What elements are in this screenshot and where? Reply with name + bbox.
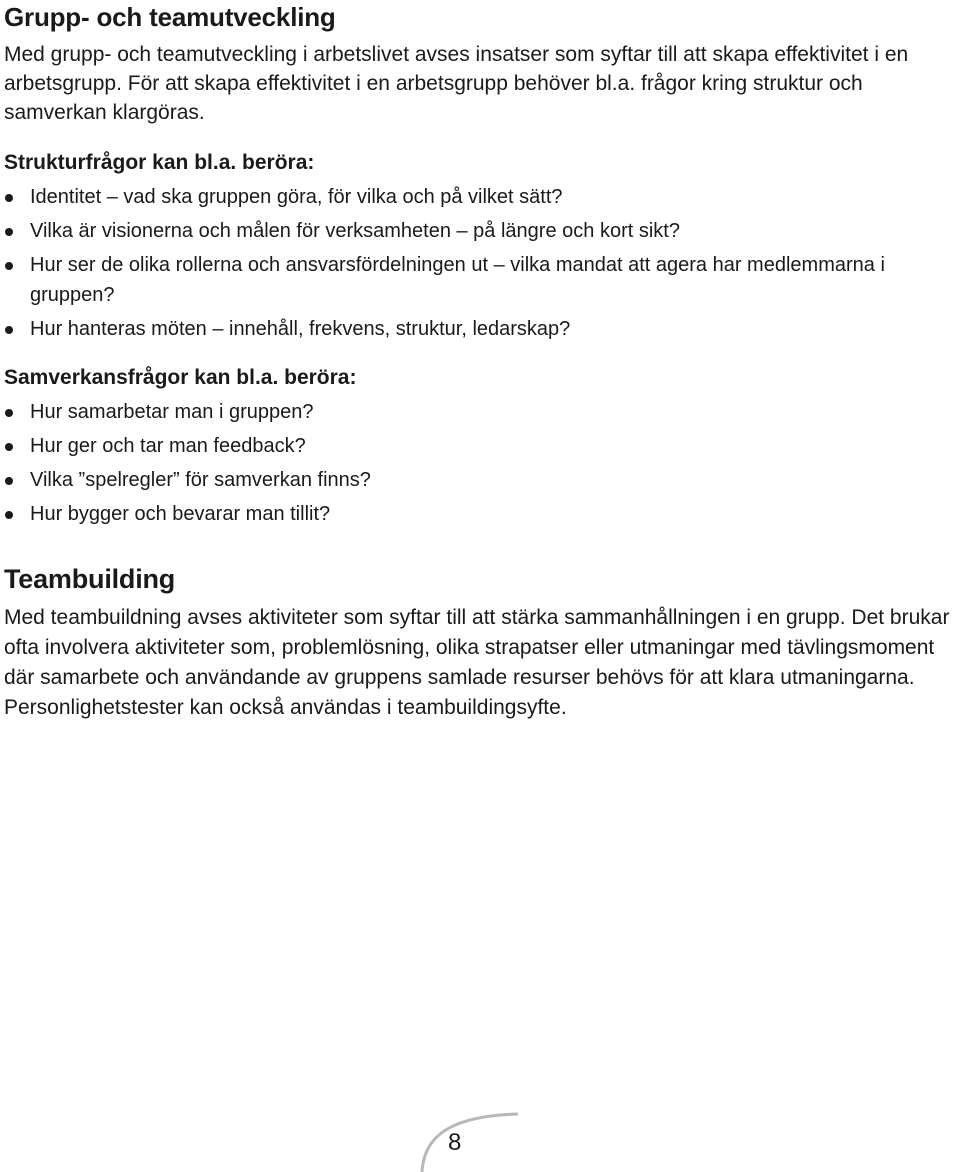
list-item <box>4 216 956 246</box>
bullet-icon <box>5 511 13 519</box>
list-item <box>4 465 956 495</box>
page-number-badge <box>410 1106 520 1172</box>
bullet-icon <box>5 194 13 202</box>
list-item <box>4 314 956 344</box>
bullet-icon <box>5 477 13 485</box>
list-item-text: Hur bygger och bevarar man tillit? <box>30 503 331 525</box>
list-item-text: Hur hanteras möten – innehåll, frekvens, struktur, ledarskap? <box>30 318 571 340</box>
bullet-icon <box>5 228 13 236</box>
list-item-text: Vilka ”spelregler” för samverkan finns? <box>30 469 371 491</box>
bullet-icon <box>5 262 13 270</box>
list-item-text: Hur samarbetar man i gruppen? <box>30 401 314 423</box>
list-item-text: Hur ser de olika rollerna och ansvarsfördelningen ut – vilka mandat att agera har medlemmarna i gruppen? <box>30 254 885 306</box>
list-item-text: Identitet – vad ska gruppen göra, för vilka och på vilket sätt? <box>30 186 563 208</box>
page-number: 8 <box>448 1129 462 1156</box>
teambuilding-paragraph: Med teambuildning avses aktiviteter som syftar till att stärka sammanhållningen i en grupp. Det brukar ofta involvera aktiviteter som, problemlösning, olika strapatser eller utmaningar med tävlingsmoment där samarbete och användande av gruppens samlade resurser behövs för att klara utmaningarna. Personlighetstester kan också användas i teambuildingsyfte. <box>4 606 950 719</box>
collaboration-questions-heading: Samverkansfrågor kan bl.a. beröra: <box>4 366 357 389</box>
structure-questions-heading: Strukturfrågor kan bl.a. beröra: <box>4 151 315 174</box>
list-item <box>4 397 956 427</box>
bullet-icon <box>5 409 13 417</box>
list-item <box>4 182 956 212</box>
section-title-teambuilding: Teambuilding <box>4 564 176 594</box>
document-page <box>4 0 956 723</box>
list-item-text: Hur ger och tar man feedback? <box>30 435 306 457</box>
page-corner-curve-icon <box>410 1106 520 1172</box>
structure-questions-list <box>4 182 956 344</box>
list-item <box>4 499 956 529</box>
list-item <box>4 250 956 310</box>
section-title-group-development: Grupp- och teamutveckling <box>4 2 336 32</box>
collaboration-questions-list <box>4 397 956 529</box>
bullet-icon <box>5 326 13 334</box>
list-item <box>4 431 956 461</box>
bullet-icon <box>5 443 13 451</box>
list-item-text: Vilka är visionerna och målen för verksamheten – på längre och kort sikt? <box>30 220 680 242</box>
intro-paragraph: Med grupp- och teamutveckling i arbetslivet avses insatser som syftar till att skapa effektivitet i en arbetsgrupp. För att skapa effektivitet i en arbetsgrupp behöver bl.a. frågor kring struktur och samverkan klargöras. <box>4 43 909 124</box>
